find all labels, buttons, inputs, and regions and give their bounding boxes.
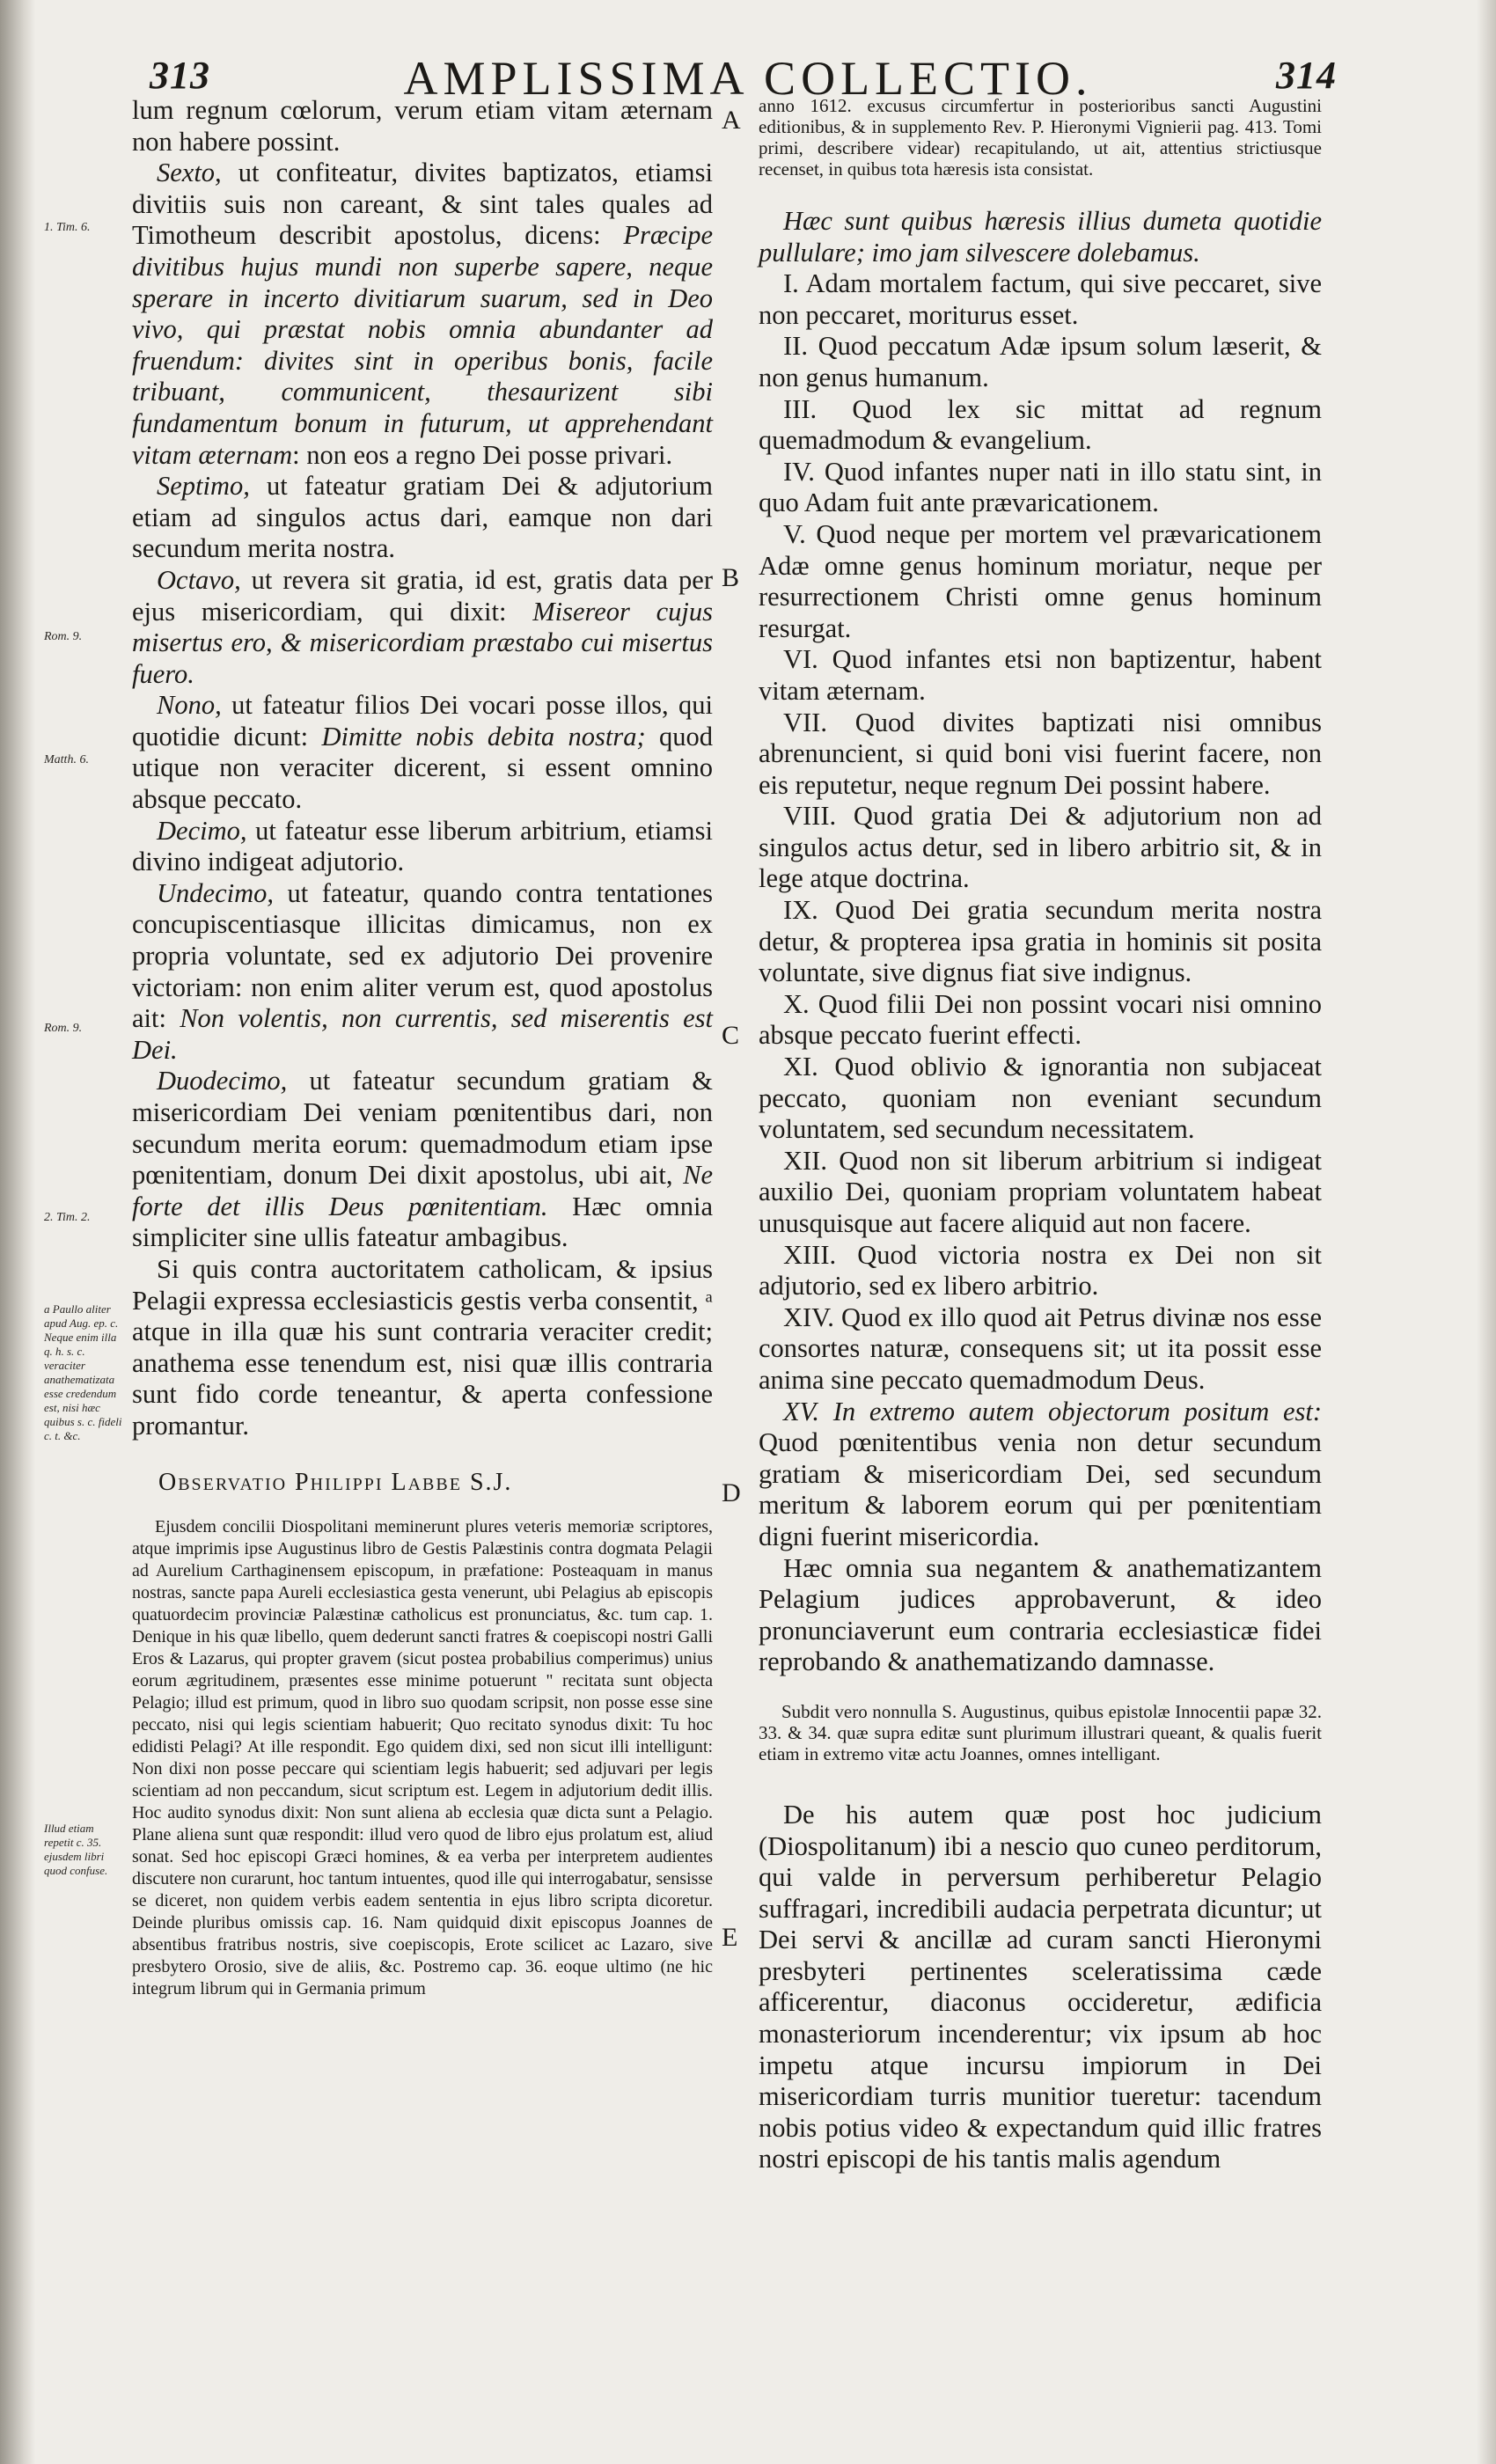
margin-ref-rom9b: Rom. 9. [44,1022,83,1035]
binding-shadow [0,0,35,2464]
paragraph-anathema [132,1254,713,1442]
heresy-item-12: XII. Quod non sit liberum arbitrium si indigeat auxilio Dei, quoniam propriam voluntatem habeat unusquisque aut facere aliquid aut non facere. [759,1145,1322,1238]
section-marker-c: C [722,1021,740,1050]
scripture-quote: Dimitte nobis debita nostra; [321,721,646,752]
lead-word: Decimo, [157,815,247,846]
heresy-item-15 [759,1397,1322,1553]
lead-word: Septimo, [157,471,250,502]
section-marker-a: A [722,106,741,135]
conclusion-paragraph: Hæc omnia sua negantem & anathematizantem Pelagium judices approbaverunt, & ideo pronunciaverunt eum contraria ecclesiasticæ fidei reprobando & anathematizando damnasse. [759,1552,1322,1677]
subdit-note: Subdit vero nonnulla S. Augustinus, quibus epistolæ Innocentii papæ 32. 33. & 34. quæ supra editæ sunt plurimum illustrari queant, & qualis fuerit etiam in extremo vitæ actu Joannes, omnes intelligant. [759,1700,1322,1764]
continuation-note: anno 1612. excusus circumfertur in posterioribus sancti Augustini editionibus, & in supplemento Rev. P. Hieronymi Vignierii pag. 413. Tomi primi, describere videar) recapitulando, ut ait, attentius strictiusque recenset, in quibus tota hæresis ista consistat. [759,95,1322,180]
paragraph-nono [132,690,713,815]
section-marker-b: B [722,563,740,592]
observatio-text: Ejusdem concilii Diospolitani meminerunt plures veteris memoriæ scriptores, atque imprimis ipse Augustinus libro de Gestis Palæstinis contra dogmata Pelagii ad Aurelium Carthaginensem episcopum, in præfatione: Posteaquam in manus nostras, sancte papa Aureli ecclesiastica gesta venerunt, ubi Pelagius ab episcopis quatuordecim provinciæ Palæstinæ catholicus est pronunciatus, &c. tum cap. 1. Denique in his quæ libello, quem dederunt sancti fratres & coepiscopi nostri Galli Eros & Lazarus, qui propter gravem (sicut postea probabilius comperimus) unius eorum ægritudinem, præsentes esse minime potuerunt " recitata sunt objecta Pelagio; illud est primum, quod in libro suo quodam scripsit, non posse esse sine peccato, nisi qui legis scientiam habuerit; Quo recitato synodus dixit: Tu hoc edidisti Pelagi? At ille respondit. Ego quidem dixi, sed non sicut illi intelligunt: Non dixi non posse peccare qui scientiam legis habuerit; sed adjuvari per legis scientiam ad non peccandum, sicut scriptum est. Legem in adjutorium dedit illis. Hoc audito synodus dixit: Non sunt aliena ab ecclesia quæ dicta sunt a Pelagio. Plane aliena sunt quæ respondit: illud vero quod de libro ejus prolatum est, aliud sonat. Sed hoc episcopi Græci homines, & ea verba per interpretem audientes discutere non curarunt, hoc tantum intuentes, quod ille qui interrogabatur, sensisse se diceret, non quidem verbis eadem sententia in ejus libro scripta dicoretur. Deinde pluribus omissis cap. 16. Nam quidquid dixit episcopus Joannes de absentibus fratribus nostris, sive coepiscopis, Erote scilicet ac Lazaro, sive presbytero Orosio, sive de aliis, &c. Postremo cap. 36. eoque ultimo (ne hic integrum librum qui in Germania primum [132,1516,713,1998]
heresy-item-3: III. Quod lex sic mittat ad regnum quemadmodum & evangelium. [759,393,1322,456]
margin-ref-rom9: Rom. 9. [44,630,83,643]
heresy-item-8: VIII. Quod gratia Dei & adjutorium non ad singulos actus detur, sed in libero arbitrio sit, & in lege atque doctrina. [759,801,1322,894]
lead-word: Duodecimo, [157,1066,288,1096]
paragraph-duodecimo [132,1066,713,1254]
heresy-item-5: V. Quod neque per mortem vel prævaricationem Adæ omne genus hominum moriatur, neque per resurrectionem Christi omne genus hominum resurgat. [759,518,1322,643]
section-marker-d: D [722,1478,741,1507]
text: ut fateatur filios Dei vocari posse illos, qui quotidie dicunt: [132,690,713,752]
text: ut fateatur esse liberum arbitrium, etiamsi divino indigeat adjutorio. [132,815,713,877]
scripture-quote: Misereor cujus misertus ero, & misericordiam præstabo cui misertus fuero. [132,596,713,689]
paragraph-decimo [132,816,713,878]
heresy-item-1: I. Adam mortalem factum, qui sive peccaret, sive non peccaret, moriturus esset. [759,268,1322,330]
margin-ref-1tim6: 1. Tim. 6. [44,221,91,234]
right-column [759,95,1322,2175]
section-marker-e: E [722,1923,738,1952]
lead-word: Octavo, [157,564,241,595]
final-paragraph: De his autem quæ post hoc judicium (Diospolitanum) ibi a nescio quo cuneo perditorum, qui valde in perversum perhiberetur Pelagio suffragari, incredibili audacia perpetrata dicuntur; ut Dei servi & ancillæ ad curam sancti Hieronymi presbyteri pertinentes sceleratissima cæde afficerentur, diaconus occideretur, ædificia monasteriorum incenderentur; vix ipsum ab hoc impetu atque incursu impiorum in Dei misericordiam turris munitior tueretur: tacendum nobis potius video & expectandum quid illic fratres nostri episcopi de his tantis malis agendum [759,1799,1322,2174]
heresy-item-2: II. Quod peccatum Adæ ipsum solum læserit, & non genus humanum. [759,331,1322,392]
observatio-heading: Observatio Philippi Labbe S.J. [158,1468,513,1496]
margin-ref-matth6: Matth. 6. [44,753,89,766]
running-title: AMPLISSIMA COLLECTIO. [403,52,1093,105]
text: lum regnum cœlorum, verum etiam vitam æternam non habere possint. [132,95,713,157]
scripture-quote: Ne forte det illis Deus pœnitentiam. [132,1160,713,1221]
text: quod utique non veraciter dicerent, si essent omnino absque peccato. [132,721,714,815]
heresy-item-10: X. Quod filii Dei non possint vocari nisi omnino absque peccato fuerint effecti. [759,988,1322,1051]
heresy-item-7: VII. Quod divites baptizati nisi omnibus abrenuncient, si quid boni visi fuerint facere, non eis reputetur, neque regnum Dei possint habere. [759,707,1322,800]
left-column [132,95,713,2000]
paragraph-undecimo [132,878,713,1067]
text: ut fateatur gratiam Dei & adjutorium etiam ad singulos actus dari, eamque non dari secundum merita nostra. [132,471,713,564]
heresy-item-6: VI. Quod infantes etsi non baptizentur, habent vitam æternam. [759,644,1322,706]
text: : non eos a regno Dei posse privari. [292,439,673,470]
text: Si quis contra auctoritatem catholicam, & ipsius Pelagii expressa ecclesiasticis gestis verba consentit, ᵃ atque in illa quæ his sunt contraria veraciter credit; anathema esse tenendum est, nisi quæ illis contraria sunt fido corde teneantur, & aperta confessione promantur. [132,1253,713,1441]
paragraph-sexto [132,158,713,471]
lead-word: Sexto, [157,158,222,188]
heresy-item-4: IV. Quod infantes nuper nati in illo statu sint, in quo Adam fuit ante prævaricationem. [759,456,1322,518]
margin-cross-ref: Illud etiam repetit c. 35. ejusdem libri quod confuse. [44,1822,108,1877]
text: ut fateatur, quando contra tentationes concupiscentiasque illicitas dimicamus, non ex propria voluntate, sed ex adjutorio Dei provenire victoriam: non enim aliter verum est, quod apostolus ait: [132,877,713,1034]
paragraph-septimo [132,471,713,565]
text: ut confiteatur, divites baptizatos, etiamsi divitiis suis non careant, & sint tales quales ad Timotheum describit apostolus, dicens: [132,158,713,251]
margin-variant-note: a Paullo aliter apud Aug. ep. c. Neque enim illa q. h. s. c. veraciter anathematizata esse credendum est, nisi hæc quibus s. c. fideli c. t. &c. [44,1302,122,1442]
heresy-item-9: IX. Quod Dei gratia secundum merita nostra detur, & propterea ipsa gratia in hominis sit posita voluntate, sive dignus fiat sive indignus. [759,895,1322,988]
text: Quod pœnitentibus venia non detur secundum gratiam & misericordiam Dei, sed secundum meritum & laborem eorum qui per pœnitentiam digni fuerint misericordia. [759,1427,1322,1551]
lead-word: Undecimo, [157,877,274,908]
heresy-item-11: XI. Quod oblivio & ignorantia non subjaceat peccato, quoniam non eveniant secundum voluntatem, sed secundum necessitatem. [759,1052,1322,1145]
text: ut revera sit gratia, id est, gratis data per ejus misericordiam, qui dixit: [132,564,713,627]
heresy-item-14: XIV. Quod ex illo quod ait Petrus divinæ nos esse consortes naturæ, consequens sit; ut ita possit esse anima sine peccato quemadmodum Deus. [759,1302,1322,1395]
left-page-number: 313 [150,54,210,97]
scripture-quote: Non volentis, non currentis, sed miserentis est Dei. [132,1003,713,1065]
scripture-quote: Præcipe divitibus hujus mundi non superbe sapere, neque sperare in incerto divitiarum suarum, sed in Deo vivo, qui præstat nobis omnia abundanter ad fruendum: divites sint in operibus bonis, facile tribuant, communicent, thesaurizent sibi fundamentum bonum in futurum, ut apprehendant vitam æternam [132,220,713,470]
margin-ref-2tim2: 2. Tim. 2. [44,1211,91,1224]
right-page-number: 314 [1276,54,1337,97]
paragraph-octavo [132,565,713,690]
heresy-item-13: XIII. Quod victoria nostra ex Dei non sit adjutorio, sed ex libero arbitrio. [759,1239,1322,1302]
text: Hæc omnia simpliciter sine ullis fateatur ambagibus. [132,1191,713,1253]
edge-shadow [1477,0,1496,2464]
lead-word: Nono, [157,690,222,721]
heresy-intro: Hæc sunt quibus hæresis illius dumeta quotidie pullulare; imo jam silvescere dolebamus. [759,206,1322,268]
lead-phrase: XV. In extremo autem objectorum positum est: [783,1396,1322,1426]
text: ut fateatur secundum gratiam & misericordiam Dei veniam pœnitentibus dari, non secundum merita eorum: quemadmodum etiam ipse pœnitentiam, donum Dei dixit apostolus, ubi ait, [132,1066,713,1191]
paragraph [132,95,713,158]
